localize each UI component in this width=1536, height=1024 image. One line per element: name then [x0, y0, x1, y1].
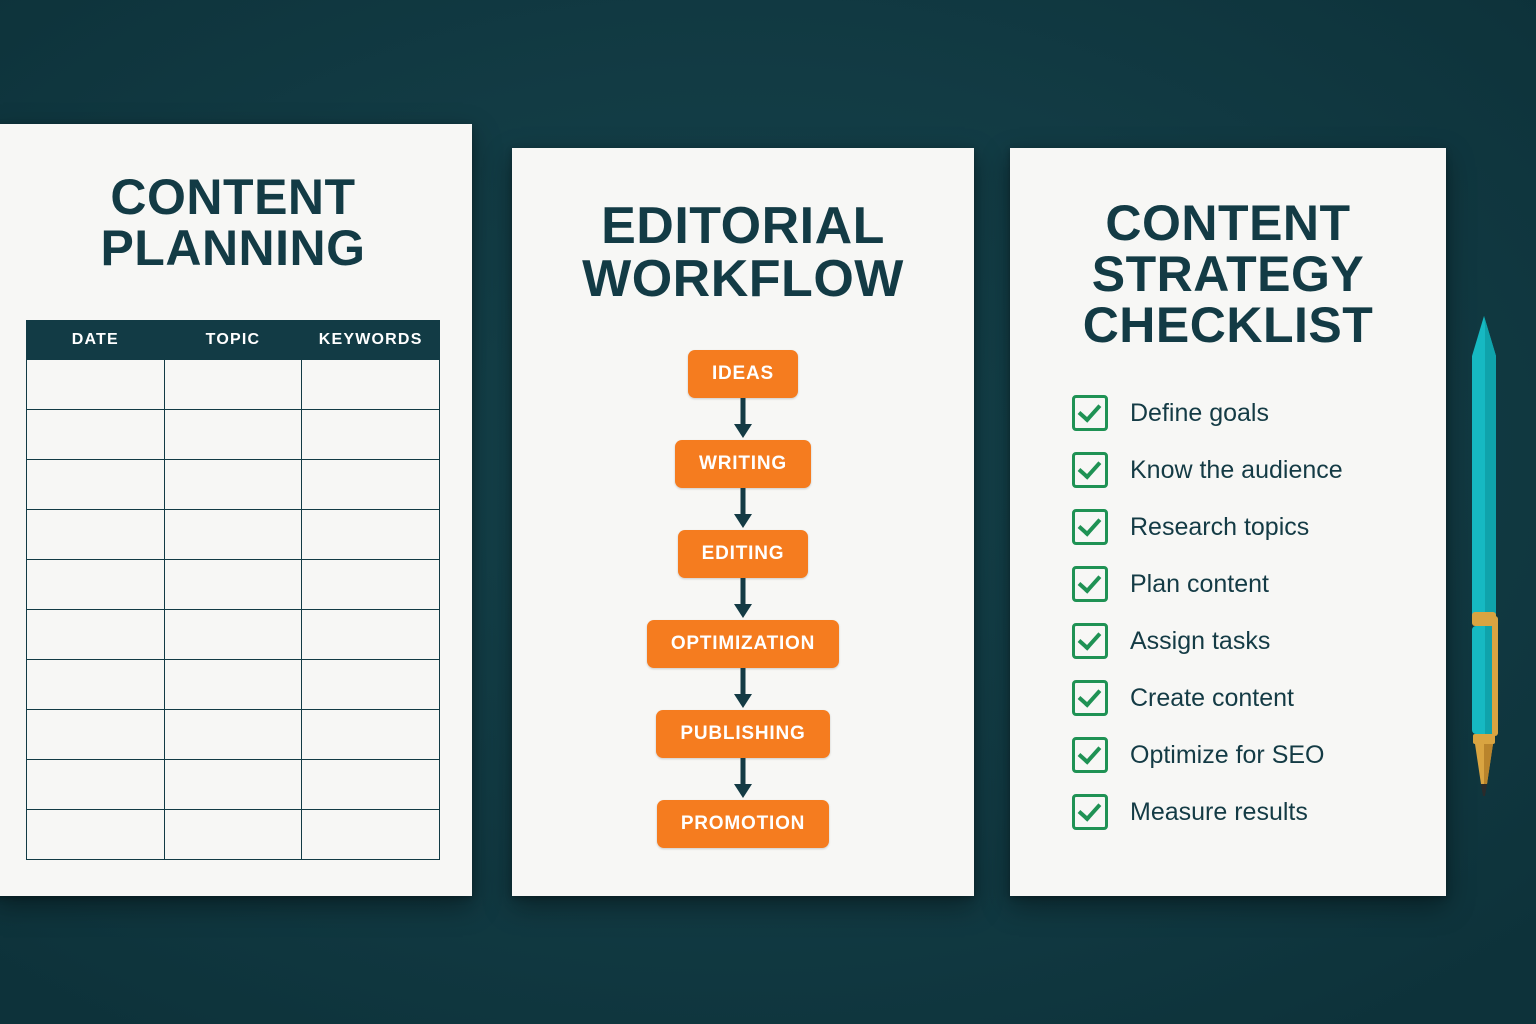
list-item[interactable] — [1072, 566, 1446, 602]
table-cell[interactable] — [164, 610, 302, 660]
table-cell[interactable] — [164, 560, 302, 610]
checklist-item-label: Create content — [1130, 683, 1294, 712]
table-cell[interactable] — [302, 810, 440, 860]
checklist-item-label: Research topics — [1130, 512, 1310, 541]
column-header-topic: TOPIC — [164, 321, 302, 360]
content-planning-sheet — [0, 124, 472, 896]
list-item[interactable] — [1072, 452, 1446, 488]
workflow-step: WRITING — [675, 440, 811, 488]
table-cell[interactable] — [302, 410, 440, 460]
table-cell[interactable] — [164, 760, 302, 810]
flow-arrow-down-icon — [736, 668, 750, 710]
checkbox-checked-icon[interactable] — [1072, 452, 1108, 488]
planning-table-body — [27, 360, 440, 860]
table-cell[interactable] — [27, 510, 165, 560]
list-item[interactable] — [1072, 509, 1446, 545]
table-row — [27, 460, 440, 510]
table-cell[interactable] — [164, 410, 302, 460]
table-cell[interactable] — [302, 760, 440, 810]
table-header-row — [27, 321, 440, 360]
checklist-item-label: Plan content — [1130, 569, 1269, 598]
column-header-keywords: KEYWORDS — [302, 321, 440, 360]
flow-arrow-down-icon — [736, 758, 750, 800]
table-row — [27, 410, 440, 460]
table-row — [27, 510, 440, 560]
checklist-item-label: Assign tasks — [1130, 626, 1271, 655]
editorial-workflow-sheet — [512, 148, 974, 896]
table-cell[interactable] — [27, 460, 165, 510]
checklist-item-label: Optimize for SEO — [1130, 740, 1325, 769]
page-title-workflow: EDITORIAL WORKFLOW — [582, 197, 904, 309]
table-cell[interactable] — [164, 510, 302, 560]
flow-arrow-down-icon — [736, 578, 750, 620]
table-cell[interactable] — [302, 610, 440, 660]
checklist-item-label: Measure results — [1130, 797, 1308, 826]
content-strategy-checklist-sheet — [1010, 148, 1446, 896]
table-cell[interactable] — [27, 810, 165, 860]
table-cell[interactable] — [27, 410, 165, 460]
checklist-item-label: Know the audience — [1130, 455, 1343, 484]
table-cell[interactable] — [164, 710, 302, 760]
workflow-step: EDITING — [678, 530, 809, 578]
table-row — [27, 760, 440, 810]
column-header-date: DATE — [27, 321, 165, 360]
table-cell[interactable] — [27, 660, 165, 710]
table-cell[interactable] — [302, 660, 440, 710]
list-item[interactable] — [1072, 680, 1446, 716]
table-cell[interactable] — [302, 710, 440, 760]
checkbox-checked-icon[interactable] — [1072, 737, 1108, 773]
list-item[interactable] — [1072, 623, 1446, 659]
table-cell[interactable] — [27, 360, 165, 410]
table-row — [27, 710, 440, 760]
checklist-item-label: Define goals — [1130, 398, 1269, 427]
checkbox-checked-icon[interactable] — [1072, 566, 1108, 602]
checkbox-checked-icon[interactable] — [1072, 395, 1108, 431]
table-row — [27, 610, 440, 660]
page-title-checklist: CONTENT STRATEGY CHECKLIST — [1082, 195, 1374, 353]
checkbox-checked-icon[interactable] — [1072, 509, 1108, 545]
table-cell[interactable] — [164, 360, 302, 410]
workflow-flowchart — [512, 350, 974, 848]
table-cell[interactable] — [164, 810, 302, 860]
list-item[interactable] — [1072, 395, 1446, 431]
table-cell[interactable] — [27, 760, 165, 810]
workflow-step: IDEAS — [688, 350, 798, 398]
planning-table — [26, 320, 440, 860]
flow-arrow-down-icon — [736, 398, 750, 440]
table-cell[interactable] — [164, 660, 302, 710]
table-row — [27, 560, 440, 610]
list-item[interactable] — [1072, 794, 1446, 830]
ballpoint-pen-icon — [1466, 316, 1502, 796]
table-cell[interactable] — [302, 460, 440, 510]
checklist — [1072, 395, 1446, 830]
list-item[interactable] — [1072, 737, 1446, 773]
checkbox-checked-icon[interactable] — [1072, 623, 1108, 659]
workflow-step: OPTIMIZATION — [647, 620, 839, 668]
flow-arrow-down-icon — [736, 488, 750, 530]
checkbox-checked-icon[interactable] — [1072, 794, 1108, 830]
workflow-step: PROMOTION — [657, 800, 829, 848]
table-row — [27, 660, 440, 710]
table-row — [27, 810, 440, 860]
table-cell[interactable] — [302, 510, 440, 560]
table-cell[interactable] — [27, 710, 165, 760]
table-row — [27, 360, 440, 410]
table-cell[interactable] — [302, 360, 440, 410]
table-cell[interactable] — [302, 560, 440, 610]
table-cell[interactable] — [27, 610, 165, 660]
table-cell[interactable] — [27, 560, 165, 610]
workflow-step: PUBLISHING — [656, 710, 829, 758]
checkbox-checked-icon[interactable] — [1072, 680, 1108, 716]
table-cell[interactable] — [164, 460, 302, 510]
page-title-planning: CONTENT PLANNING — [100, 169, 366, 276]
